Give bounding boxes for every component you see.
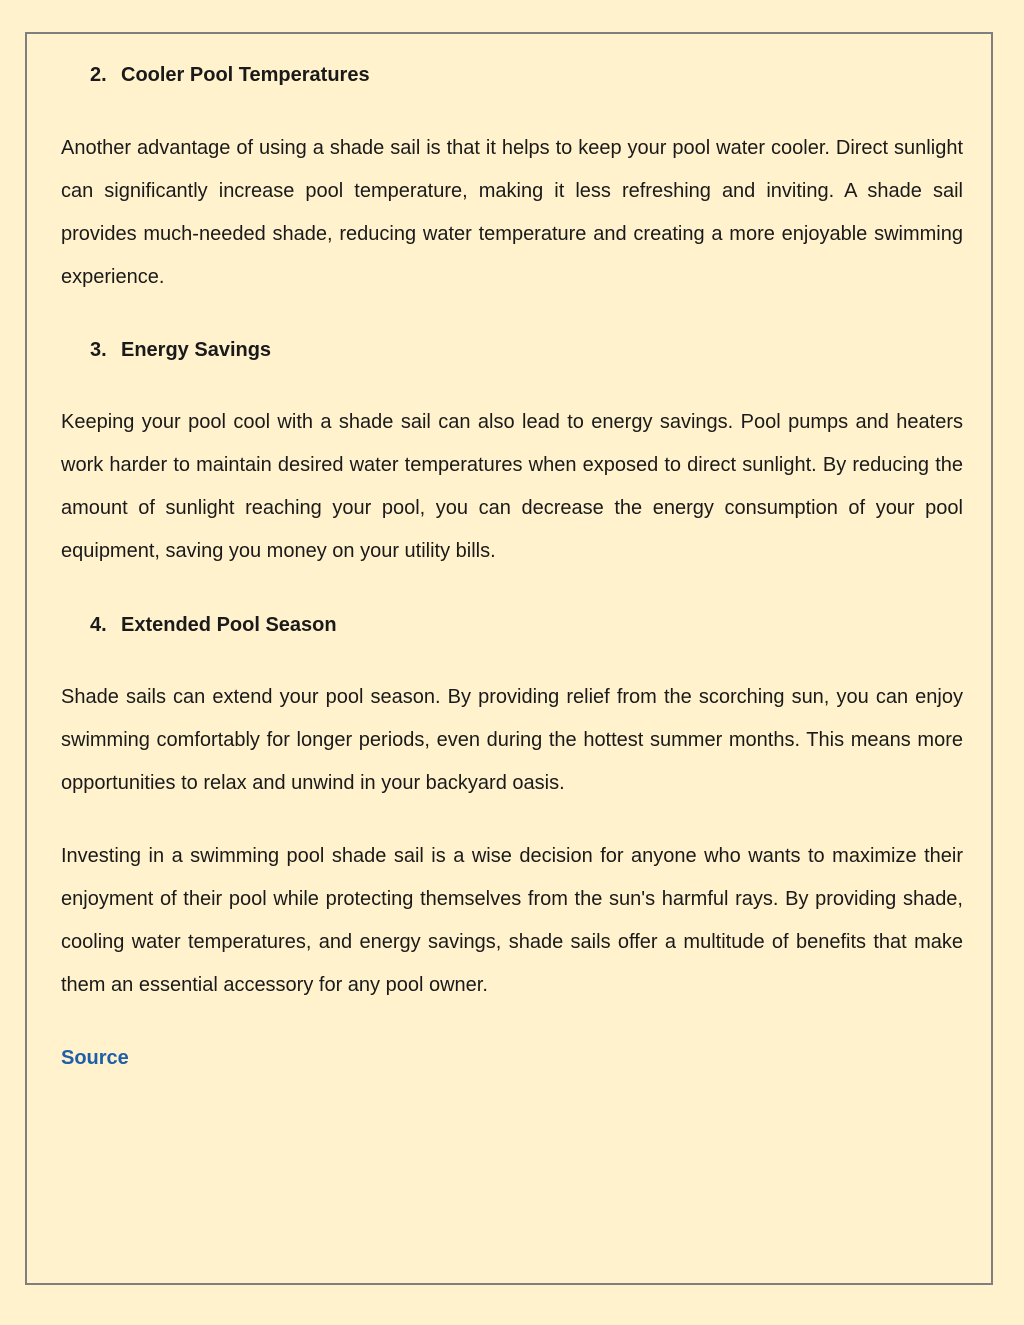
section-body-cooler-pool-temperatures: Another advantage of using a shade sail is that it helps to keep your pool water cooler. Direct sunlight can significantly increase pool temperature, making it less refreshing and inviting. A shade sail provides much-needed shade, reducing water temperature and creating a more enjoyable swimming experience. [61,137,963,288]
section-title: Energy Savings [121,339,272,361]
section-body-extended-pool-season: Shade sails can extend your pool season. By providing relief from the scorching sun, you can enjoy swimming comfortably for longer periods, even during the hottest summer months. This means more opportunities to relax and unwind in your backyard oasis. [61,686,963,794]
section-number: 4. [90,614,107,636]
section-heading-energy-savings [90,338,271,362]
conclusion-paragraph: Investing in a swimming pool shade sail is a wise decision for anyone who wants to maximize their enjoyment of their pool while protecting themselves from the sun's harmful rays. By providing shade, cooling water temperatures, and energy savings, shade sails offer a multitude of benefits that make them an essential accessory for any pool owner. [61,845,963,996]
source-link[interactable]: Source [61,1047,129,1069]
section-heading-extended-pool-season [90,613,337,637]
section-title: Cooler Pool Temperatures [121,64,370,86]
section-title: Extended Pool Season [121,614,337,636]
section-heading-cooler-pool-temperatures [90,63,370,87]
section-number: 3. [90,339,107,361]
section-number: 2. [90,64,107,86]
section-body-energy-savings: Keeping your pool cool with a shade sail can also lead to energy savings. Pool pumps and heaters work harder to maintain desired water temperatures when exposed to direct sunlight. By reducing the amount of sunlight reaching your pool, you can decrease the energy consumption of your pool equipment, saving you money on your utility bills. [61,411,963,562]
